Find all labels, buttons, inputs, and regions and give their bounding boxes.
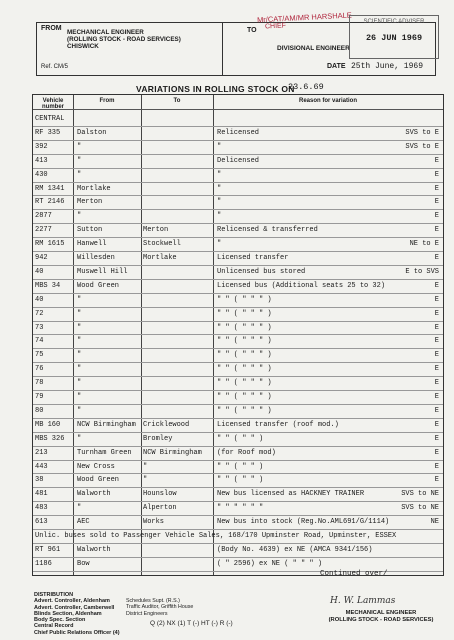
table-row (33, 474, 443, 486)
status-cell: SVS to E (405, 142, 439, 151)
to-cell: Cricklewood (143, 420, 190, 429)
stamp-date: 26 JUN 1969 (365, 33, 423, 43)
from-cell: Hanwell (77, 240, 107, 249)
status-cell: E (434, 170, 439, 179)
document-title: VARIATIONS IN ROLLING STOCK ON (136, 84, 295, 94)
from-cell: " (77, 295, 82, 304)
reason-cell: " " ( " " " ) (217, 309, 272, 318)
status-cell: SVS to NE (401, 490, 439, 499)
reason-cell: New bus into stock (Reg.No.AML691/G/1114) (217, 518, 390, 527)
vehicle-cell: 443 (35, 462, 48, 471)
table-row (33, 155, 443, 167)
signature-title-line-2: (ROLLING STOCK - ROAD SERVICES) (328, 616, 434, 623)
reason-cell: Licensed transfer (217, 254, 289, 262)
from-line-3: CHISWICK (67, 43, 99, 50)
to-handwritten-note: Mr/CAT/AM/MR HARSHALE (256, 10, 353, 25)
vehicle-cell: MB 160 (35, 420, 61, 429)
from-cell: NCW Birmingham (77, 420, 136, 429)
reason-cell: Licensed bus (Additional seats 25 to 32) (217, 281, 386, 290)
vehicle-cell: MBS 34 (35, 281, 61, 290)
to-cell: " (143, 462, 148, 471)
vehicle-cell: 483 (35, 504, 48, 513)
to-cell: Mortlake (143, 254, 177, 262)
from-cell: Wood Green (77, 281, 120, 290)
status-cell: E to SVS (405, 267, 439, 276)
signature: H. W. Lammas (330, 596, 396, 606)
distribution-item: Traffic Auditor, Griffith House (126, 604, 194, 611)
reason-cell: New bus licensed as HACKNEY TRAINER (217, 490, 365, 499)
reason-cell: " (217, 198, 222, 207)
status-cell: E (434, 393, 439, 401)
table-row (33, 544, 443, 556)
from-cell: " (77, 365, 82, 374)
header-divider (33, 109, 443, 110)
distribution-item: Schedules Supt. (R.S.) (126, 598, 180, 604)
vehicle-cell: 2877 (35, 212, 52, 221)
from-cell: Walworth (77, 490, 111, 499)
from-cell: " (77, 504, 82, 513)
status-cell: SVS to E (405, 128, 439, 137)
vehicle-cell: 613 (35, 518, 48, 527)
vehicle-cell: 481 (35, 490, 48, 499)
status-cell: E (434, 365, 439, 374)
from-cell: Bow (77, 559, 90, 568)
to-cell: NCW Birmingham (143, 448, 202, 457)
from-cell: " (77, 212, 82, 221)
from-label: FROM (41, 25, 62, 32)
reason-cell: " " " " " " (217, 504, 264, 513)
reference-number: Ref. CM/5 (41, 64, 69, 70)
to-label: TO (247, 27, 257, 34)
from-cell: New Cross (77, 462, 115, 471)
from-cell: " (77, 379, 82, 388)
distribution-item: Advert. Controller, Aldenham (34, 598, 110, 605)
reason-cell: " " ( " " " ) (217, 323, 272, 332)
status-cell: NE to E (409, 240, 439, 249)
vehicle-cell: 1186 (35, 559, 52, 568)
from-cell: " (77, 351, 82, 360)
reason-cell: " " ( " " " ) (217, 379, 272, 388)
table-row (33, 461, 443, 473)
reason-cell: " " ( " " " ) (217, 406, 272, 415)
to-cell: Stockwell (143, 240, 181, 249)
vehicle-cell: 38 (35, 476, 44, 485)
reason-cell: (Body No. 4639) ex NE (AMCA 9341/156) (217, 545, 373, 554)
reason-cell: " " ( " " ) (217, 476, 264, 485)
table-row (33, 530, 443, 542)
to-cell: Bromley (143, 434, 173, 443)
reason-cell: " " ( " " " ) (217, 337, 272, 346)
from-cell: " (77, 142, 82, 151)
status-cell: E (434, 434, 439, 443)
table-row (33, 294, 443, 306)
status-cell: E (434, 156, 439, 165)
vehicle-cell: 79 (35, 393, 44, 401)
status-cell: E (434, 254, 439, 262)
from-cell: " (77, 309, 82, 318)
table-row (33, 252, 443, 264)
header-box (36, 10, 436, 76)
vehicle-cell: 72 (35, 309, 44, 318)
col-header-reason: Reason for variation (298, 98, 357, 104)
vehicle-cell: 392 (35, 142, 48, 151)
status-cell: E (434, 323, 439, 332)
table-row (33, 363, 443, 375)
table-row (33, 183, 443, 195)
reason-cell: " " ( " " " ) (217, 393, 272, 401)
vehicle-cell: 74 (35, 337, 44, 346)
from-cell: Turnham Green (77, 448, 132, 457)
table-row (33, 169, 443, 181)
table-row (33, 488, 443, 500)
distribution-codes: Q (2) NX (1) T (-) HT (-) R (-) (150, 620, 233, 627)
vehicle-cell: MBS 326 (35, 434, 65, 443)
table-row (33, 516, 443, 528)
status-cell: E (434, 351, 439, 360)
to-cell: Hounslow (143, 490, 177, 499)
from-cell: " (77, 337, 82, 346)
table-row (33, 433, 443, 445)
vehicle-cell: 80 (35, 406, 44, 415)
status-cell: E (434, 448, 439, 457)
from-cell: Walworth (77, 545, 111, 554)
table-row (33, 196, 443, 208)
distribution-list (34, 592, 120, 636)
status-cell: E (434, 295, 439, 304)
status-cell: E (434, 476, 439, 485)
status-cell: E (434, 406, 439, 415)
from-cell: Mortlake (77, 184, 111, 193)
document-title-date: 23.6.69 (288, 82, 324, 92)
reason-cell: " (217, 212, 222, 221)
from-cell: Dalston (77, 128, 107, 137)
date-value: 25th June, 1969 (351, 62, 424, 71)
from-cell: " (77, 434, 82, 443)
from-cell: Willesden (77, 254, 115, 262)
table-row (33, 266, 443, 278)
signature-title-line-1: MECHANICAL ENGINEER (345, 610, 417, 616)
vehicle-cell: 73 (35, 323, 44, 332)
table-row (33, 238, 443, 250)
distribution-item: District Engineers (126, 610, 168, 617)
vehicle-cell: 2277 (35, 226, 52, 235)
reason-cell: Delicensed (217, 156, 260, 165)
from-cell: " (77, 406, 82, 415)
table-row (33, 113, 443, 125)
table-row (33, 224, 443, 236)
vehicle-cell: 76 (35, 365, 44, 374)
vehicle-cell: RT 961 (35, 545, 61, 554)
signature-title (326, 610, 436, 623)
distribution-item: Advert. Controller, Camberwell (34, 604, 115, 611)
from-line-2: (ROLLING STOCK - ROAD SERVICES) (67, 36, 181, 43)
table-row (33, 141, 443, 153)
vehicle-cell: RM 1615 (35, 240, 65, 249)
vehicle-cell: 413 (35, 156, 48, 165)
from-cell: Muswell Hill (77, 267, 128, 276)
table-row (33, 322, 443, 334)
table-row (33, 349, 443, 361)
col-header-to: To (173, 98, 181, 104)
vehicle-cell: RT 2146 (35, 198, 65, 207)
distribution-heading: DISTRIBUTION (34, 592, 74, 598)
table-row (33, 405, 443, 417)
from-cell: Merton (77, 198, 103, 207)
table-row (33, 391, 443, 403)
status-cell: E (434, 379, 439, 388)
table-row (33, 127, 443, 139)
vehicle-cell: CENTRAL (35, 115, 65, 123)
reason-cell: " (217, 142, 222, 151)
to-cell: Merton (143, 226, 169, 235)
status-cell: E (434, 212, 439, 221)
reason-cell: " " ( " " " ) (217, 351, 272, 360)
vehicle-cell: Unlic. buses sold to Passenger Vehicle Sales, 168/170 Upminster Road, Upminster, ESSEX (35, 532, 397, 540)
date-label: DATE (327, 63, 346, 70)
from-box (37, 23, 223, 75)
from-cell: " (77, 156, 82, 165)
distribution-item: Chief Public Relations Officer (4) (34, 629, 120, 636)
reason-cell: " " ( " " ) (217, 434, 264, 443)
reason-cell: " (217, 170, 222, 179)
status-cell: E (434, 462, 439, 471)
from-cell: Wood Green (77, 476, 120, 485)
table-row (33, 377, 443, 389)
to-value: DIVISIONAL ENGINEER (277, 45, 350, 52)
received-stamp (349, 15, 439, 59)
status-cell: E (434, 309, 439, 318)
reason-cell: ( " 2596) ex NE ( " " " ) (217, 559, 323, 568)
reason-cell: " (217, 240, 222, 249)
table-row (33, 335, 443, 347)
reason-cell: (for Roof mod) (217, 448, 276, 457)
to-cell: " (143, 476, 148, 485)
table-row (33, 280, 443, 292)
vehicle-cell: 40 (35, 295, 44, 304)
status-cell: SVS to NE (401, 504, 439, 513)
distribution-item: Body Spec. Section (34, 617, 86, 624)
status-cell: NE (430, 518, 439, 527)
reason-cell: " " ( " " " ) (217, 295, 272, 304)
status-cell: E (434, 226, 439, 235)
vehicle-cell: 78 (35, 379, 44, 388)
reason-cell: " " ( " " " ) (217, 365, 272, 374)
reason-cell: " " ( " " ) (217, 462, 264, 471)
col-header-vehicle: Vehicle number (41, 98, 64, 110)
stamp-heading: SCIENTIFIC ADVISER (363, 19, 425, 25)
table-row (33, 419, 443, 431)
reason-cell: Relicensed & transferred (217, 226, 318, 235)
reason-cell: Licensed transfer (roof mod.) (217, 420, 339, 429)
vehicle-cell: RF 335 (35, 128, 61, 137)
from-line-1: MECHANICAL ENGINEER (67, 29, 144, 36)
status-cell: E (434, 420, 439, 429)
table-row (33, 502, 443, 514)
vehicle-cell: 40 (35, 267, 44, 276)
vehicle-cell: 75 (35, 351, 44, 360)
distribution-item: Blinds Section, Aldenham (34, 610, 102, 617)
reason-cell: Relicensed (217, 128, 260, 137)
table-row (33, 447, 443, 459)
table-row (33, 210, 443, 222)
table-row (33, 308, 443, 320)
vehicle-cell: 430 (35, 170, 48, 179)
to-cell: Works (143, 518, 165, 527)
from-cell: " (77, 323, 82, 332)
reason-cell: " (217, 184, 222, 193)
distribution-item: Central Record (34, 623, 74, 630)
from-cell: AEC (77, 518, 90, 527)
to-cell: Alperton (143, 504, 177, 513)
reason-cell: Unlicensed bus stored (217, 267, 306, 276)
from-cell: Sutton (77, 226, 103, 235)
to-handwritten-note-2: CHIEF (264, 22, 287, 31)
from-cell: " (77, 170, 82, 179)
status-cell: E (434, 337, 439, 346)
vehicle-cell: 213 (35, 448, 48, 457)
vehicle-cell: 942 (35, 254, 48, 262)
status-cell: E (434, 281, 439, 290)
status-cell: E (434, 184, 439, 193)
table-row (33, 558, 443, 570)
from-cell: " (77, 393, 82, 401)
vehicle-cell: RM 1341 (35, 184, 65, 193)
variations-table (32, 94, 444, 576)
col-header-from: From (99, 98, 115, 104)
status-cell: E (434, 198, 439, 207)
distribution-list-2 (126, 598, 193, 617)
continued-note: Continued over/ (320, 570, 388, 578)
